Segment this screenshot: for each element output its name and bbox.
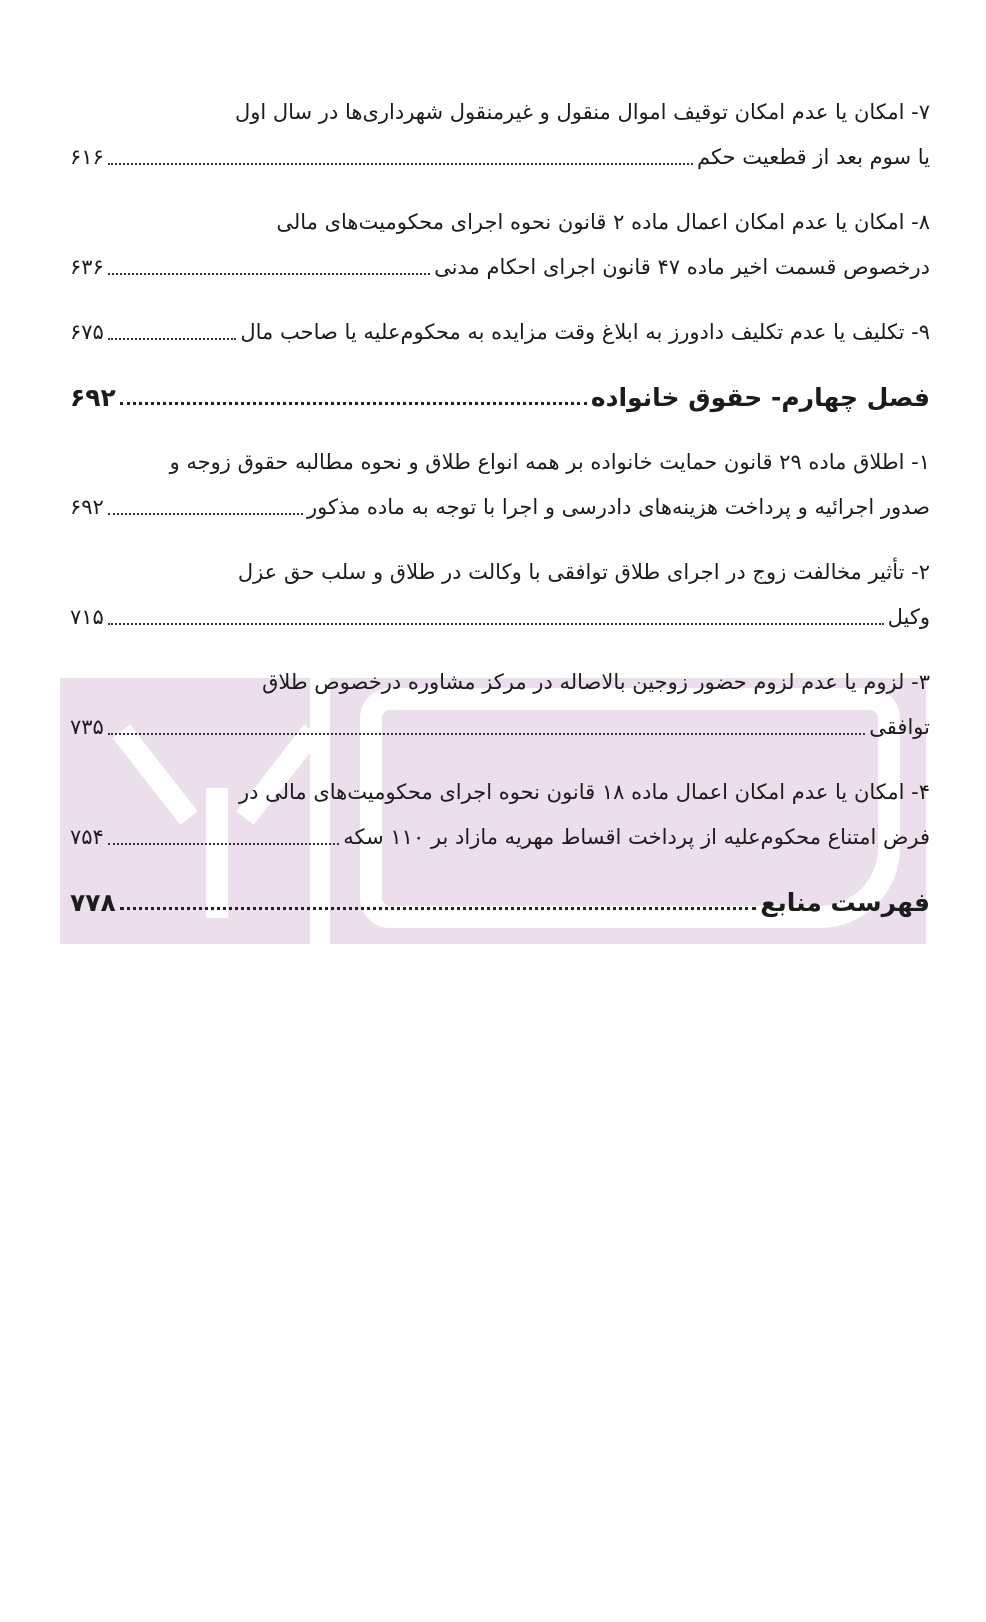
page-number: ۷۷۸ [70, 888, 116, 917]
leader-dots [108, 843, 339, 845]
page-number: ۷۳۵ [70, 715, 104, 739]
toc-entry-title-end: وکیل [887, 605, 930, 629]
chapter-title: فصل چهارم- حقوق خانواده [590, 383, 930, 412]
toc-entry-family-3 [70, 660, 930, 750]
toc-entry-title-end: فرض امتناع محکوم‌علیه از پرداخت اقساط مهریه مازاد بر ۱۱۰ سکه [343, 825, 930, 849]
toc-entry-8 [70, 200, 930, 290]
references-title: فهرست منابع [760, 888, 930, 917]
toc-chapter-four [70, 375, 930, 420]
page-number: ۷۵۴ [70, 825, 104, 849]
leader-dots [120, 907, 757, 910]
toc-entry-first-line: ۴- امکان یا عدم امکان اعمال ماده ۱۸ قانون نحوه اجرای محکومیت‌های مالی در [238, 780, 930, 804]
leader-dots [108, 273, 430, 275]
toc-entry-family-2 [70, 550, 930, 640]
toc-entry-title: ۹- تکلیف یا عدم تکلیف دادورز به ابلاغ وقت مزایده به محکوم‌علیه یا صاحب مال [240, 320, 930, 344]
page-number: ۶۹۲ [70, 383, 116, 412]
toc-entry-title-end: توافقی [869, 715, 930, 739]
toc-entry-first-line: ۳- لزوم یا عدم لزوم حضور زوجین بالاصاله در مرکز مشاوره درخصوص طلاق [262, 670, 930, 694]
toc-entry-title-end: یا سوم بعد از قطعیت حکم [697, 145, 930, 169]
toc-entry-first-line: ۱- اطلاق ماده ۲۹ قانون حمایت خانواده بر همه انواع طلاق و نحوه مطالبه حقوق زوجه و [169, 450, 930, 474]
toc-entry-first-line: ۲- تأثیر مخالفت زوج در اجرای طلاق توافقی با وکالت در طلاق و سلب حق عزل [237, 560, 930, 584]
leader-dots [120, 402, 587, 405]
toc-entry-7 [70, 90, 930, 180]
page-number: ۶۱۶ [70, 145, 104, 169]
toc-entry-title-end: صدور اجرائیه و پرداخت هزینه‌های دادرسی و اجرا با توجه به ماده مذکور [307, 495, 930, 519]
leader-dots [108, 623, 884, 625]
leader-dots [108, 163, 693, 165]
toc-entry-title-end: درخصوص قسمت اخیر ماده ۴۷ قانون اجرای احکام مدنی [434, 255, 930, 279]
leader-dots [108, 513, 303, 515]
table-of-contents [70, 90, 930, 945]
toc-entry-first-line: ۷- امکان یا عدم امکان توقیف اموال منقول و غیرمنقول شهرداری‌ها در سال اول [234, 100, 930, 124]
toc-entry-family-4 [70, 770, 930, 860]
leader-dots [108, 733, 865, 735]
toc-entry-first-line: ۸- امکان یا عدم امکان اعمال ماده ۲ قانون نحوه اجرای محکومیت‌های مالی [276, 210, 930, 234]
page-number: ۶۷۵ [70, 320, 104, 344]
toc-entry-family-1 [70, 440, 930, 530]
leader-dots [108, 338, 237, 340]
toc-entry-9 [70, 310, 930, 355]
toc-references [70, 880, 930, 925]
page-number: ۶۳۶ [70, 255, 104, 279]
page-number: ۶۹۲ [70, 495, 104, 519]
page-number: ۷۱۵ [70, 605, 104, 629]
